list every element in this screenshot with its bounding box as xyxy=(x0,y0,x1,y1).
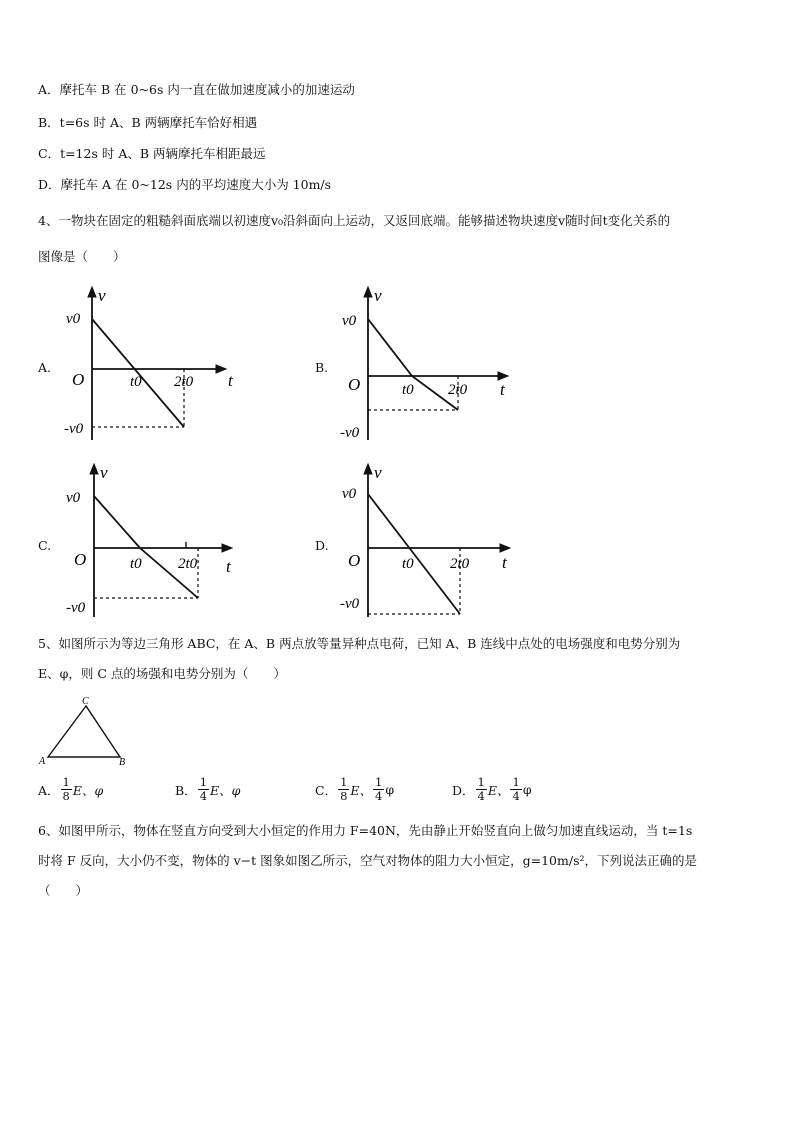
fraction: $\frac{1}{4}$ xyxy=(477,775,485,803)
2t0-label: 2t0 xyxy=(174,374,194,390)
q3-option-a: A．摩托车 B 在 0~6s 内一直在做加速度减小的加速运动 xyxy=(38,82,355,97)
answer-label: B． xyxy=(175,782,197,798)
neg-v0-label: -v0 xyxy=(64,421,84,437)
t0-label: t0 xyxy=(130,556,142,572)
q4-option-c-label: C. xyxy=(38,538,52,553)
t0-label: t0 xyxy=(402,556,414,572)
answer-tail: φ xyxy=(522,782,532,797)
q4-option-b-label: B. xyxy=(315,360,329,375)
axis-v-label: v xyxy=(374,286,382,305)
neg-v0-label: -v0 xyxy=(66,600,86,616)
q4-stem-line1: 4、一物块在固定的粗糙斜面底端以初速度v₀沿斜面向上运动，又返回底端。能够描述物块速度v随时间t变化关系的 xyxy=(38,213,671,228)
answer-expression: E、φ xyxy=(72,782,104,798)
fraction: $\frac{1}{8}$ xyxy=(340,775,348,803)
origin-label: O xyxy=(348,375,361,394)
neg-v0-label: -v0 xyxy=(340,425,360,441)
axis-t-label: t xyxy=(226,557,231,576)
vertex-a-label: A xyxy=(39,756,46,767)
v0-label: v0 xyxy=(66,490,81,506)
q5-stem-line1: 5、如图所示为等边三角形 ABC，在 A、B 两点放等量异种点电荷，已知 A、B 连线中点处的电场强度和电势分别为 xyxy=(38,636,681,651)
axis-t-label: t xyxy=(228,371,233,390)
q4-graph-b xyxy=(336,285,526,445)
axis-t-label: t xyxy=(500,380,505,399)
axis-v-label: v xyxy=(98,286,106,305)
fraction: $\frac{1}{4}$ xyxy=(199,775,208,803)
v0-label: v0 xyxy=(342,486,357,502)
fraction: $\frac{1}{4}$ xyxy=(375,775,383,803)
q6-stem-line3: （ ） xyxy=(38,883,89,898)
q3-option-b: B．t=6s 时 A、B 两辆摩托车恰好相遇 xyxy=(38,115,258,130)
q4-option-a-label: A. xyxy=(38,360,52,375)
q3-option-d: D．摩托车 A 在 0~12s 内的平均速度大小为 10m/s xyxy=(38,177,332,192)
answer-expression: E、φ xyxy=(210,782,241,798)
vertex-c-label: C xyxy=(82,696,89,707)
answer-expression: E、 xyxy=(350,782,373,798)
origin-label: O xyxy=(348,551,361,570)
vertex-b-label: B xyxy=(119,757,126,767)
origin-label: O xyxy=(72,370,85,389)
v0-label: v0 xyxy=(66,311,81,327)
q6-stem-line2: 时将 F 反向，大小仍不变，物体的 v−t 图象如图乙所示，空气对物体的阻力大小恒定，g=10m/s²，下列说法正确的是 xyxy=(38,853,697,868)
axis-t-label: t xyxy=(502,553,507,572)
answer-expression: E、 xyxy=(487,782,510,798)
q3-option-c: C．t=12s 时 A、B 两辆摩托车相距最远 xyxy=(38,146,266,161)
answer-label: D． xyxy=(452,782,475,798)
q4-option-d-label: D. xyxy=(315,538,329,553)
q4-stem-line2: 图像是（ ） xyxy=(38,249,126,264)
q5-answer-a xyxy=(38,776,103,803)
v0-label: v0 xyxy=(342,313,357,329)
axis-v-label: v xyxy=(100,463,108,482)
q4-graph-c xyxy=(60,462,250,622)
q4-graph-d xyxy=(336,462,526,622)
2t0-label: 2t0 xyxy=(178,556,198,572)
neg-v0-label: -v0 xyxy=(340,596,360,612)
q6-stem-line1: 6、如图甲所示，物体在竖直方向受到大小恒定的作用力 F=40N，先由静止开始竖直向上做匀加速直线运动，当 t=1s xyxy=(38,823,693,838)
t0-label: t0 xyxy=(402,382,414,398)
q5-stem-line2: E、φ，则 C 点的场强和电势分别为（ ） xyxy=(38,666,286,681)
2t0-label: 2t0 xyxy=(448,382,468,398)
answer-label: C． xyxy=(315,782,338,798)
t0-label: t0 xyxy=(130,374,142,390)
2t0-label: 2t0 xyxy=(450,556,470,572)
answer-tail: φ xyxy=(385,782,395,797)
q5-answer-d xyxy=(452,776,532,803)
q5-answer-b xyxy=(175,776,240,803)
q5-triangle-figure xyxy=(34,693,134,767)
fraction: $\frac{1}{4}$ xyxy=(512,775,520,803)
q4-graph-a xyxy=(60,285,250,445)
origin-label: O xyxy=(74,550,87,569)
axis-v-label: v xyxy=(374,463,382,482)
fraction: $\frac{1}{8}$ xyxy=(62,775,70,803)
answer-label: A． xyxy=(38,782,60,798)
q5-answer-c xyxy=(315,776,394,803)
